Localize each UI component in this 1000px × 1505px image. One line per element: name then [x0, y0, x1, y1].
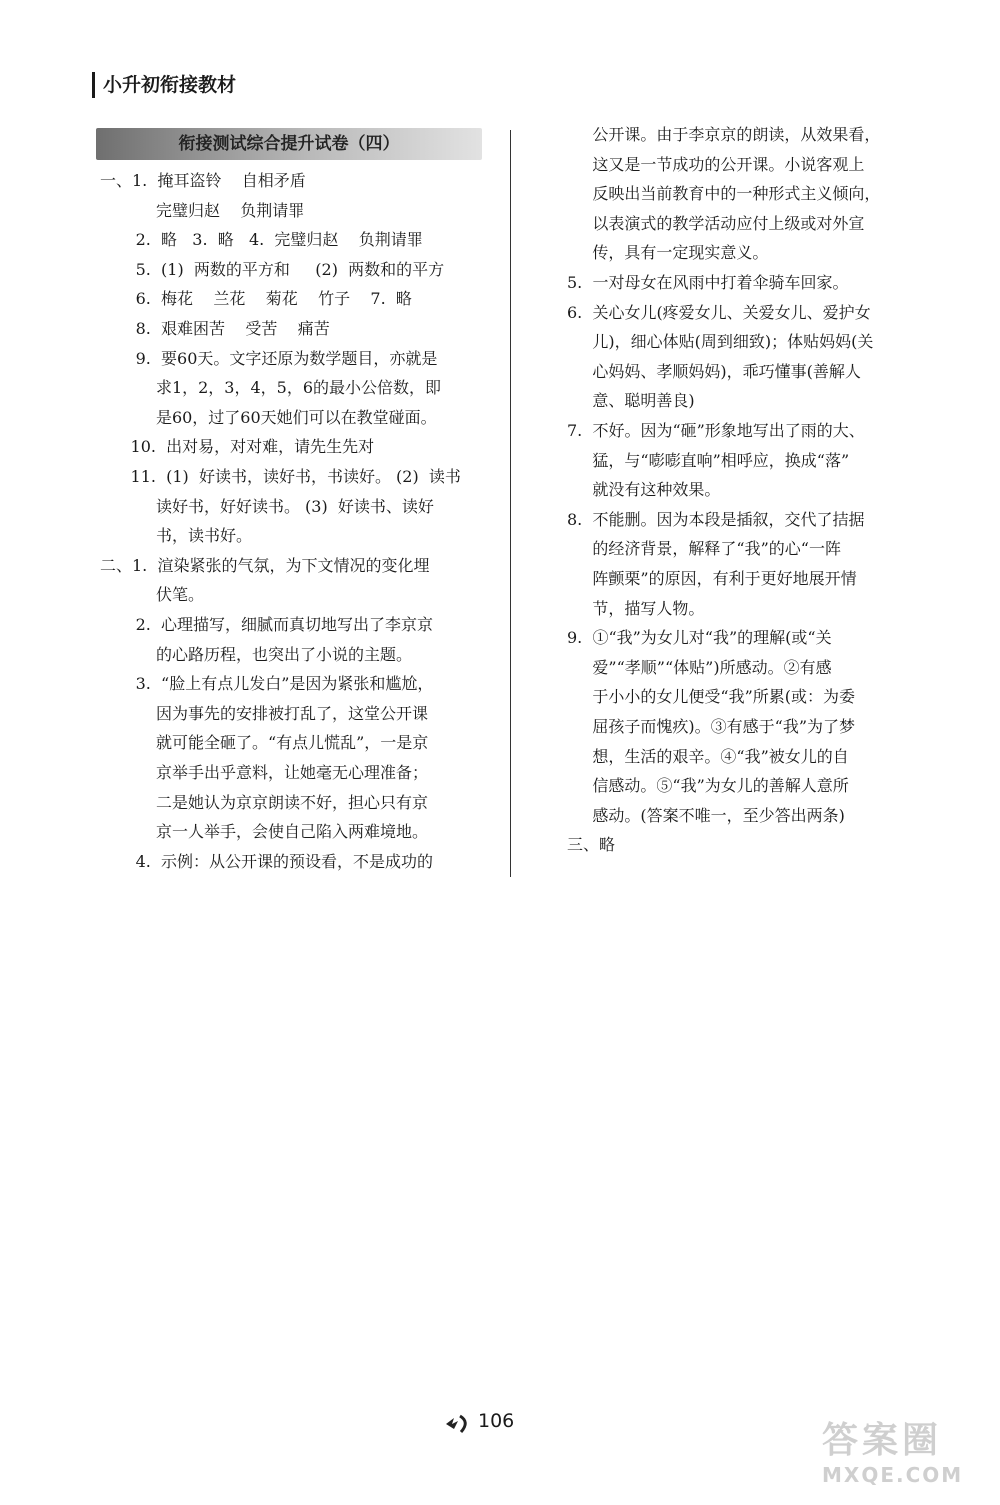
page-logo-icon — [443, 1412, 473, 1434]
watermark-bottom-text: MXQE.COM — [822, 1463, 964, 1487]
answer-line: 11. (1) 好读书，读好书，书读好。 (2) 读书 — [100, 467, 461, 486]
answer-line: 求1，2，3，4，5，6的最小公倍数，即 — [100, 378, 442, 398]
answer-line: 读好书，好好读书。 (3) 好读书、读好 — [100, 496, 434, 516]
answer-line: 因为事先的安排被打乱了，这堂公开课 — [100, 703, 428, 723]
answer-line: 3. “脸上有点儿发白”是因为紧张和尴尬， — [100, 674, 434, 694]
answer-line: 是60，过了60天她们可以在教堂碰面。 — [100, 407, 437, 427]
answer-line: 6. 梅花 兰花 菊花 竹子 7. 略 — [100, 289, 412, 309]
answer-line: 一、1. 掩耳盗铃 自相矛盾 — [100, 171, 306, 190]
answer-line: 就没有这种效果。 — [567, 480, 721, 500]
answer-line: 4. 示例：从公开课的预设看，不是成功的 — [100, 851, 434, 871]
answer-line: 传，具有一定现实意义。 — [567, 243, 769, 263]
answer-line: 5. 一对母女在风雨中打着伞骑车回家。 — [567, 273, 849, 292]
answer-line: 节，描写人物。 — [567, 598, 705, 618]
answer-line: 于小小的女儿便受“我”所累(或：为委 — [567, 687, 856, 707]
answer-line: 公开课。由于李京京的朗读，从效果看， — [567, 125, 881, 144]
answer-line: 6. 关心女儿(疼爱女儿、关爱女儿、爱护女 — [567, 302, 871, 322]
header-title: 小升初衔接教材 — [103, 74, 237, 96]
answer-line: 感动。(答案不唯一，至少答出两条) — [567, 805, 845, 825]
answer-line: 想，生活的艰辛。④“我”被女儿的自 — [567, 746, 849, 766]
answer-line: 伏笔。 — [100, 585, 204, 605]
answer-line: 阵颤栗”的原因，有利于更好地展开情 — [567, 569, 857, 588]
answer-line: 京举手出乎意料，让她毫无心理准备； — [100, 763, 428, 782]
answer-line: 8. 艰难困苦 受苦 痛苦 — [100, 319, 330, 338]
answer-line: 的经济背景，解释了“我”的心“一阵 — [567, 539, 841, 559]
answer-line: 反映出当前教育中的一种形式主义倾向， — [567, 184, 881, 204]
answer-line: 2. 心理描写，细腻而真切地写出了李京京 — [100, 615, 434, 634]
answer-line: 7. 不好。因为“砸”形象地写出了雨的大、 — [567, 421, 865, 440]
answer-line: 心妈妈、孝顺妈妈)，乖巧懂事(善解人 — [567, 361, 861, 381]
page-header — [92, 72, 236, 98]
answer-line: 这又是一节成功的公开课。小说客观上 — [567, 154, 865, 174]
answer-line: 爱”“孝顺”“体贴”)所感动。②有感 — [567, 657, 832, 677]
answer-line: 以表演式的教学活动应付上级或对外宣 — [567, 213, 865, 233]
answer-line: 的心路历程，也突出了小说的主题。 — [100, 644, 412, 664]
answer-line: 8. 不能删。因为本段是插叙，交代了拮据 — [567, 509, 865, 529]
answer-line: 2. 略 3. 略 4. 完璧归赵 负荆请罪 — [100, 230, 423, 250]
answer-line: 猛，与“嘭嘭直响”相呼应，换成“落” — [567, 450, 850, 470]
answer-line: 儿)，细心体贴(周到细致)；体贴妈妈(关 — [567, 332, 874, 352]
watermark-top-text: 答案圈 — [822, 1420, 943, 1461]
answer-line: 就可能全砸了。“有点儿慌乱”，一是京 — [100, 733, 429, 753]
section-banner — [96, 128, 482, 160]
column-divider — [510, 130, 511, 877]
answer-line: 信感动。⑤“我”为女儿的善解人意所 — [567, 776, 849, 796]
answer-line: 9. ①“我”为女儿对“我”的理解(或“关 — [567, 628, 832, 648]
answer-line: 书，读书好。 — [100, 526, 252, 546]
page-number: 106 — [478, 1410, 515, 1432]
answer-line: 三、略 — [567, 835, 616, 855]
answer-line: 意、聪明善良) — [567, 391, 695, 411]
answer-line: 二、1. 渲染紧张的气氛，为下文情况的变化埋 — [100, 555, 430, 575]
answer-line: 5. (1) 两数的平方和 (2) 两数和的平方 — [100, 259, 445, 279]
answer-line: 10. 出对易，对对难，请先生先对 — [100, 437, 375, 457]
answer-line: 完璧归赵 负荆请罪 — [100, 200, 305, 220]
answer-line: 9. 要60天。文字还原为数学题目，亦就是 — [100, 348, 438, 368]
section-title: 衔接测试综合提升试卷（四） — [178, 134, 400, 154]
watermark-logo — [822, 1419, 992, 1499]
answer-line: 屈孩子而愧疚)。③有感于“我”为了梦 — [567, 717, 856, 736]
answer-line: 二是她认为京京朗读不好，担心只有京 — [100, 792, 428, 812]
answer-line: 京一人举手，会使自己陷入两难境地。 — [100, 822, 428, 842]
